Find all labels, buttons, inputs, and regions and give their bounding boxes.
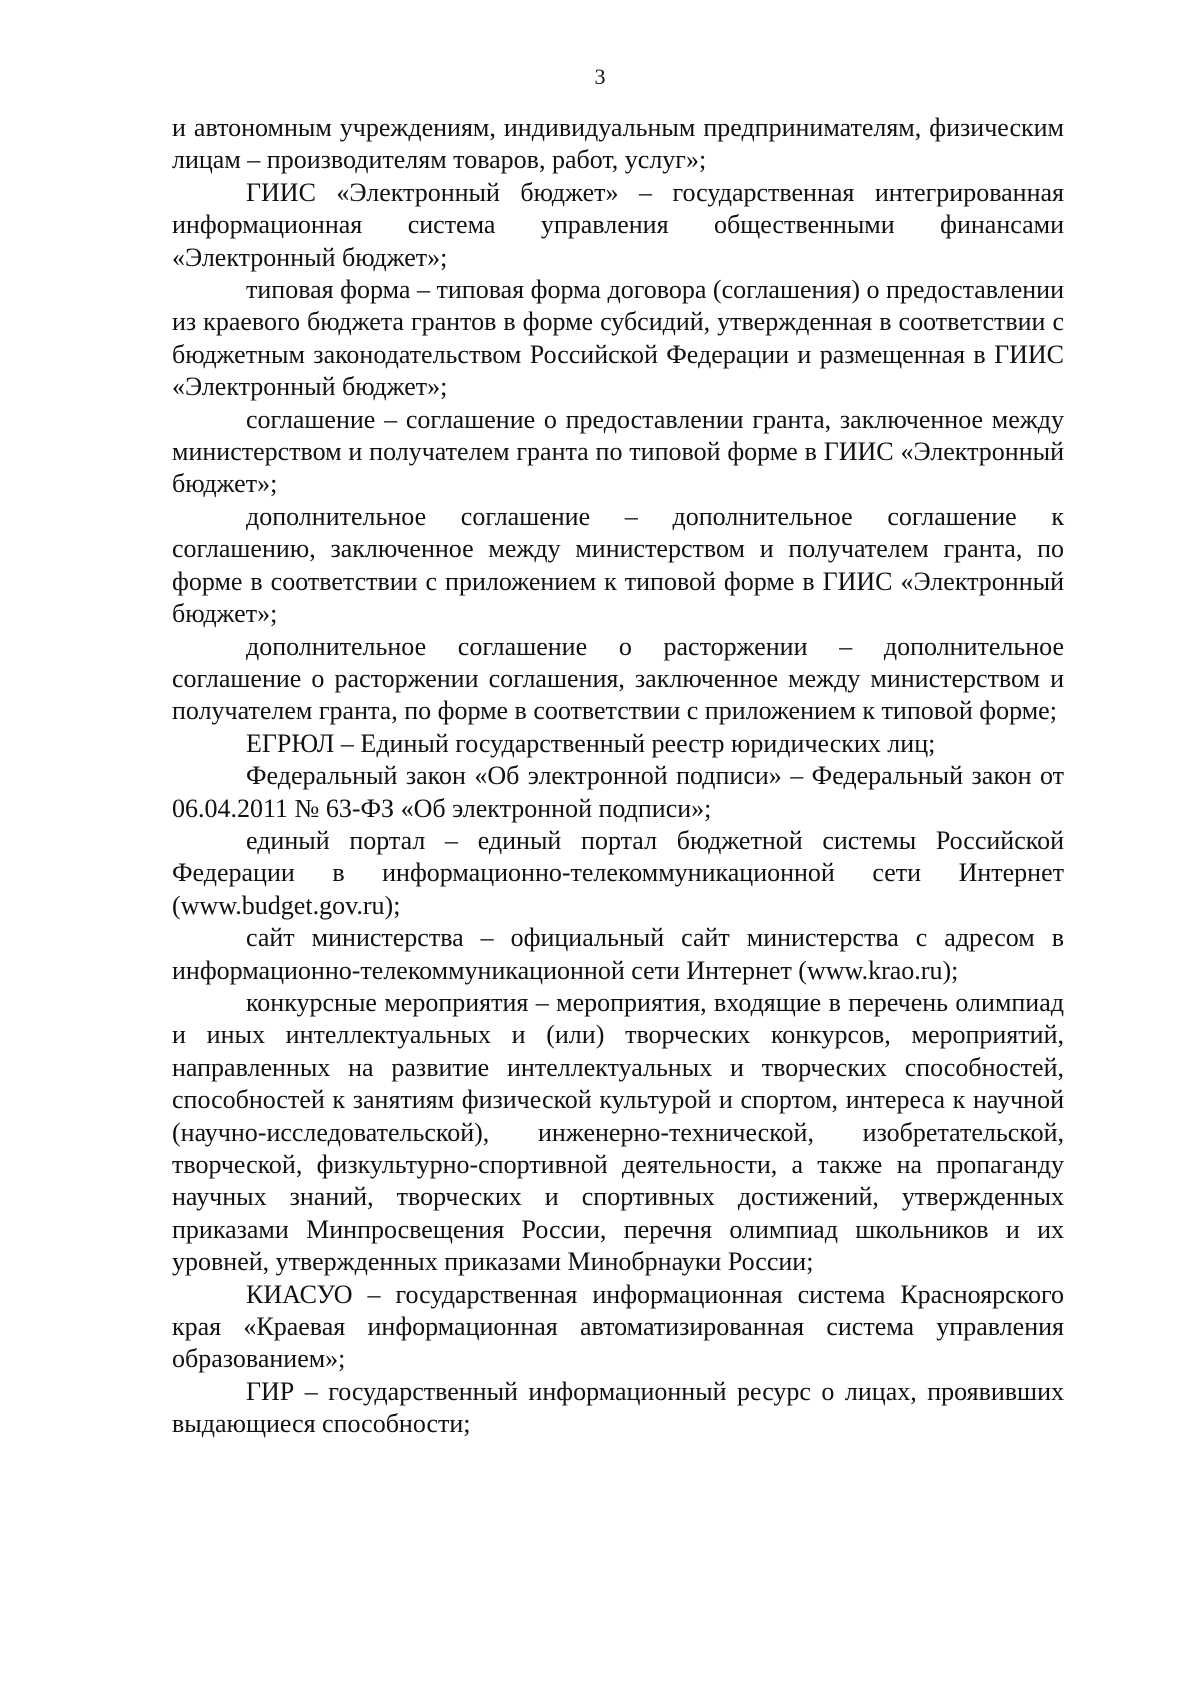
definition-egrul: ЕГРЮЛ – Единый государственный реестр юридических лиц; xyxy=(246,728,936,758)
definition-kiasuo: КИАСУО – государственная информационная система Красноярского края «Краевая информационная автоматизированная система управления образованием»; xyxy=(172,1279,1064,1374)
definition-giis-electronic-budget: ГИИС «Электронный бюджет» – государственная интегрированная информационная система управления общественными финансами «Электронный бюджет»; xyxy=(172,177,1064,272)
definition-single-portal: единый портал – единый портал бюджетной системы Российской Федерации в информационно-телекоммуникационной сети Интернет (www.budget.gov.ru); xyxy=(172,825,1064,920)
definition-termination-agreement: дополнительное соглашение о расторжении – дополнительное соглашение о расторжении соглашения, заключенное между министерством и получателем гранта, по форме в соответствии с приложением к типовой форме; xyxy=(172,631,1064,726)
definition-competitive-events: конкурсные мероприятия – мероприятия, входящие в перечень олимпиад и иных интеллектуальных и (или) творческих конкурсов, мероприятий, направленных на развитие интеллектуальных и творческих способностей, способностей к занятиям физической культурой и спортом, интереса к научной (научно-исследовательской), инженерно-технической, изобретательской, творческой, физкультурно-спортивной деятельности, а также на пропаганду научных знаний, творческих и спортивных достижений, утвержденных приказами Минпросвещения России, перечня олимпиад школьников и их уровней, утвержденных приказами Минобрнауки России; xyxy=(172,987,1064,1277)
definition-federal-law: Федеральный закон «Об электронной подписи» – Федеральный закон от 06.04.2011 № 63-ФЗ «Об электронной подписи»; xyxy=(172,761,1064,823)
definition-gir: ГИР – государственный информационный ресурс о лицах, проявивших выдающиеся способности; xyxy=(172,1376,1064,1439)
page-number: 3 xyxy=(594,64,606,89)
paragraph-continuation: и автономным учреждениям, индивидуальным предпринимателям, физическим лицам – производителям товаров, работ, услуг»; xyxy=(172,113,1064,175)
document-body xyxy=(172,112,1064,1441)
definition-ministry-website: сайт министерства – официальный сайт министерства с адресом в информационно-телекоммуникационной сети Интернет (www.krao.ru); xyxy=(172,923,1064,985)
definition-agreement: соглашение – соглашение о предоставлении гранта, заключенное между министерством и получателем гранта по типовой форме в ГИИС «Электронный бюджет»; xyxy=(172,404,1064,499)
definition-additional-agreement: дополнительное соглашение – дополнительное соглашение к соглашению, заключенное между министерством и получателем гранта, по форме в соответствии с приложением к типовой форме в ГИИС «Электронный бюджет»; xyxy=(172,501,1064,629)
definition-standard-form: типовая форма – типовая форма договора (соглашения) о предоставлении из краевого бюджета грантов в форме субсидий, утвержденная в соответствии с бюджетным законодательством Российской Федерации и размещенная в ГИИС «Электронный бюджет»; xyxy=(172,275,1064,402)
